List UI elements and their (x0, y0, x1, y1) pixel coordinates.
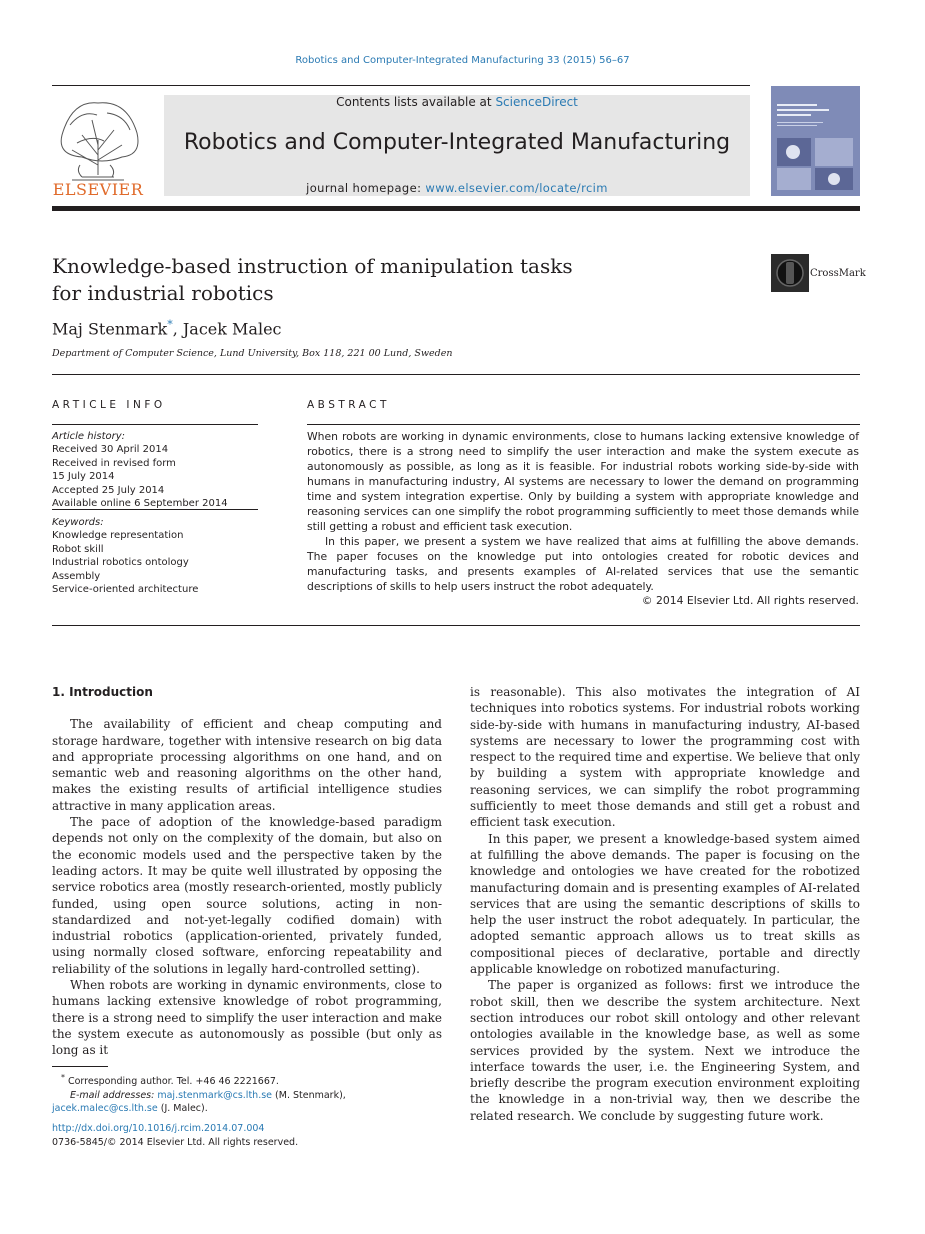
keyword-item: Service-oriented architecture (52, 584, 199, 596)
keyword-item: Knowledge representation (52, 530, 184, 542)
email-label: E-mail addresses: (70, 1089, 158, 1101)
journal-cover-image-icon (771, 86, 860, 196)
history-item: Available online 6 September 2014 (52, 498, 228, 510)
email-link-1[interactable]: maj.stenmark@cs.lth.se (157, 1089, 273, 1101)
body-paragraph: The availability of efficient and cheap computing and storage hardware, together with intensive research on big data and appropriate processing algorithms on one hand, and on semantic web and reasoning algorithms on the other hand, makes the existing results of artificial intelligence studies attractive in many application areas. (52, 717, 442, 813)
email-line-2 (52, 1102, 442, 1116)
journal-cover-thumbnail[interactable] (771, 86, 860, 196)
homepage-prefix: journal homepage: (306, 181, 426, 195)
email-name-1: (M. Stenmark), (272, 1089, 346, 1101)
body-left-column (52, 684, 442, 1059)
article-info-rule (52, 424, 258, 425)
article-title-line-1: Knowledge-based instruction of manipulation tasks (52, 254, 573, 278)
body-paragraph: In this paper, we present a knowledge-based system aimed at fulfilling the above demands. The paper is focusing on the knowledge and ontologies we have created for the robotized manufacturing domain and is presenting examples of AI-related services that are using the semantic descriptions of skills to help the user instruct the robot adequately. In particular, the adopted semantic approach allows us to treat skills as compositional pieces of declarative, portable and directly applicable knowledge on robotized manufacturing. (470, 831, 860, 977)
keyword-item: Assembly (52, 570, 101, 582)
footnote-rule (52, 1066, 108, 1067)
abstract-paragraph: In this paper, we present a system we have realized that aims at fulfilling the above demands. The paper focuses on the knowledge put into ontologies created for robotic devices and manufacturing tasks, and presents examples of AI-related services that use the semantic descriptions of skills to help users instruct the robot adequately. (307, 534, 859, 593)
body-paragraph: The paper is organized as follows: first we introduce the robot skill, then we describe the system architecture. Next section introduces our robot skill ontology and other relevant ontologies available in the knowledge base, as well as some services provided by the system. Next we introduce the interface towards the user, i.e. the Engineering System, and briefly describe the program execution environment exploiting the knowledge in a non-trivial way, then we describe the related research. We conclude by suggesting future work. (470, 978, 860, 1123)
contents-line (164, 95, 750, 109)
email-name-2: (J. Malec). (157, 1103, 208, 1115)
corresponding-author-mark[interactable]: * (167, 318, 173, 331)
doi-block (52, 1122, 442, 1149)
header-top-rule (52, 85, 750, 86)
affiliation-rule (52, 374, 860, 375)
journal-homepage-line (164, 181, 750, 195)
contents-prefix: Contents lists available at (336, 95, 496, 109)
elsevier-wordmark: ELSEVIER (52, 180, 144, 199)
abstract-rule (307, 424, 860, 425)
article-info-divider (52, 509, 258, 510)
footnote-mark: * (61, 1073, 65, 1082)
footnotes (52, 1071, 442, 1116)
history-label: Article history: (52, 431, 126, 442)
article-title-line-2: for industrial robotics (52, 281, 274, 305)
author-2[interactable]: Jacek Malec (182, 319, 282, 339)
history-item: 15 July 2014 (52, 471, 115, 483)
crossmark-badge[interactable] (771, 254, 866, 292)
abstract-heading: ABSTRACT (307, 399, 390, 411)
issn-line: 0736-5845/© 2014 Elsevier Ltd. All rights reserved. (52, 1136, 299, 1148)
body-paragraph: When robots are working in dynamic environments, close to humans lacking extensive knowledge of robot programming, there is a strong need to simplify the user interaction and make the system execute as autonomously as possible (but only as long as it (52, 978, 442, 1058)
crossmark-icon (771, 254, 809, 292)
body-right-column (470, 684, 860, 1124)
header-thick-rule (52, 206, 860, 211)
doi-link[interactable]: http://dx.doi.org/10.1016/j.rcim.2014.07.004 (52, 1123, 265, 1134)
author-separator: , (172, 319, 183, 339)
abstract-body (307, 430, 859, 609)
body-paragraph: is reasonable). This also motivates the integration of AI techniques into robotics systems. For industrial robots working side-by-side with humans in manufacturing industry, AI-based systems are necessary to lower the programming cost with respect to the required time and expertise. We believe that only by building a system with appropriate knowledge and reasoning services, we can simplify the robot programming sufficiently to meet those demands and still get a robust and efficient task execution. (470, 685, 860, 830)
article-history (52, 430, 258, 510)
affiliation: Department of Computer Science, Lund University, Box 118, 221 00 Lund, Sweden (52, 348, 453, 359)
corresponding-author-note (52, 1071, 442, 1089)
crossmark-label: CrossMark (810, 268, 866, 279)
email-link-2[interactable]: jacek.malec@cs.lth.se (52, 1103, 158, 1115)
author-1[interactable]: Maj Stenmark (52, 319, 168, 339)
email-line (52, 1089, 442, 1103)
body-paragraph: The pace of adoption of the knowledge-based paradigm depends not only on the complexity of the domain, but also on the economic models used and the perspective taken by the leading actors. It may be quite well illustrated by opposing the service robotics area (mostly research-oriented, mostly publicly funded, using open source solutions, acting in non-standardized and not-yet-legally codified domain) with industrial robotics (application-oriented, privately funded, using normally closed software, enforcing repeatability and reliability of the solutions in legally hard-controlled setting). (52, 815, 442, 976)
abstract-paragraph: When robots are working in dynamic environments, close to humans lacking extensive knowledge of robotics, there is a strong need to simplify the user interaction and make the system execute as autonomously as possible, as long as it is feasible. For industrial robots working side-by-side with humans in manufacturing industry, AI systems are necessary to lower the demand on programming time and system integration expertise. Only by building a system with appropriate knowledge and reasoning services can one simplify the robot programming sufficiently to meet those demands while still getting a robust and efficient task execution. (307, 430, 859, 533)
keywords (52, 516, 258, 596)
corresponding-author-text: Corresponding author. Tel. +46 46 2221667. (64, 1076, 279, 1088)
sciencedirect-link[interactable]: ScienceDirect (495, 95, 578, 109)
journal-title: Robotics and Computer-Integrated Manufacturing (183, 130, 731, 155)
journal-reference[interactable]: Robotics and Computer-Integrated Manufacturing 33 (2015) 56–67 (295, 55, 630, 66)
article-info-heading: ARTICLE INFO (52, 399, 166, 411)
keywords-label: Keywords: (52, 517, 104, 528)
keyword-item: Industrial robotics ontology (52, 557, 189, 569)
history-item: Received 30 April 2014 (52, 444, 169, 456)
article-title (52, 253, 692, 307)
history-item: Received in revised form (52, 457, 176, 469)
abstract-copyright: © 2014 Elsevier Ltd. All rights reserved. (641, 594, 859, 608)
journal-homepage-link[interactable]: www.elsevier.com/locate/rcim (425, 181, 608, 195)
author-list (52, 318, 282, 338)
section-heading-introduction: 1. Introduction (52, 685, 153, 699)
keyword-item: Robot skill (52, 543, 104, 555)
front-matter-bottom-rule (52, 625, 860, 626)
history-item: Accepted 25 July 2014 (52, 484, 165, 496)
